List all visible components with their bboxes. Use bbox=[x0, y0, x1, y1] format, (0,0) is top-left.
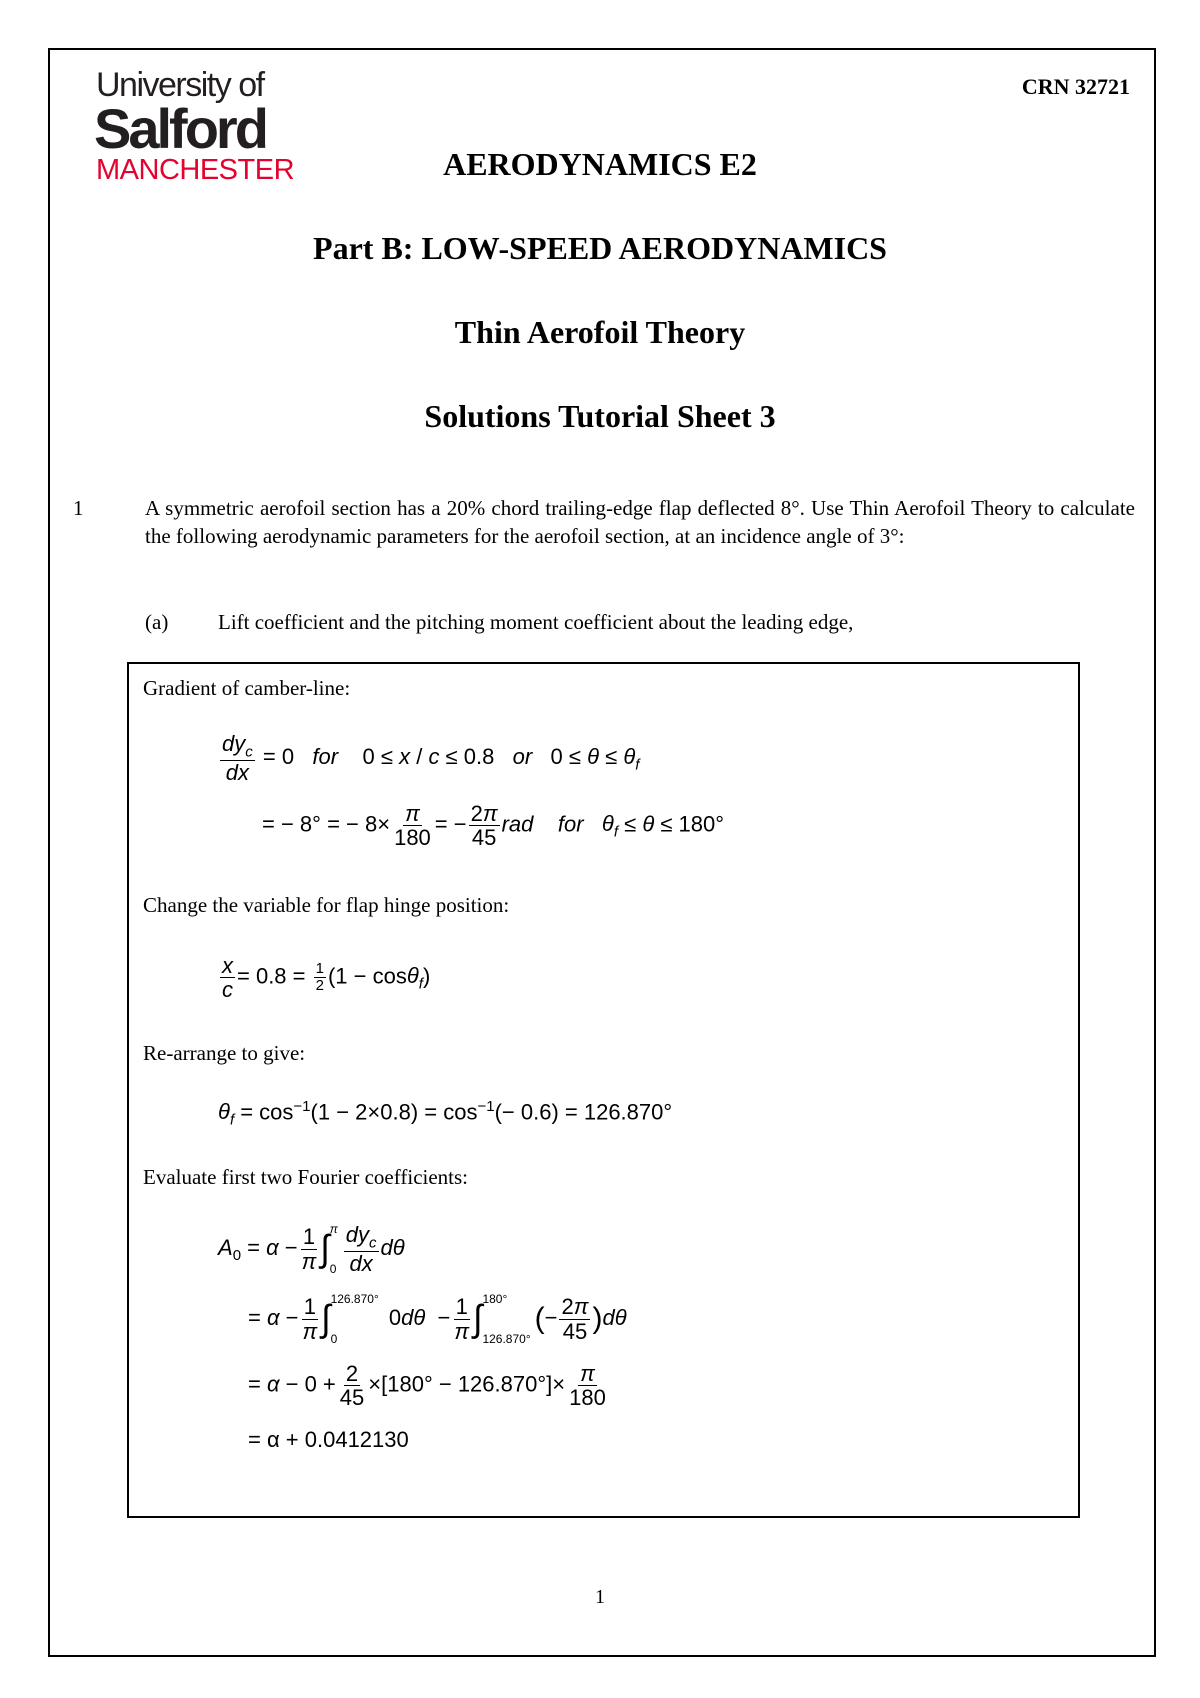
part-title: Part B: LOW-SPEED AERODYNAMICS bbox=[313, 230, 887, 266]
step-hinge-label: Change the variable for flap hinge position: bbox=[143, 893, 510, 917]
crn-code: CRN 32721 bbox=[1021, 74, 1130, 99]
logo-line-university: University of bbox=[96, 66, 264, 104]
equation-a0-evaluated: = α − 0 + $\frac{2}{45}$ ×[180° − 126.870°]× $\frac{\pi}{180}$ bbox=[248, 1361, 606, 1411]
sheet-title: Solutions Tutorial Sheet 3 bbox=[424, 398, 776, 434]
equation-hinge-position: $\frac{x}{c}$ = 0.8 = $\frac{1}{2}$ (1 − cosθ$_f$) bbox=[222, 953, 431, 1003]
step-rearrange-label: Re-arrange to give: bbox=[143, 1041, 306, 1065]
equation-theta-f: $\theta_f = \cos^{-1}(1 - 2\times 0.8) = \cos^{-1}(- 0.6) = 126.870^\circ$ bbox=[218, 1098, 673, 1129]
course-title: AERODYNAMICS E2 bbox=[443, 146, 757, 182]
question-number: 1 bbox=[73, 496, 84, 520]
equation-a0-split-integral: = α − $\frac{1}{\pi}$ ∫ 126.870° 0 0dθ − $\frac{1}{\pi}$ ∫ 180° 126.870° (− $\frac{2\pi}{45}$ )dθ bbox=[248, 1292, 627, 1346]
equation-a0-definition: $A_0 = \alpha$ − $\frac{1}{\pi}$ ∫ π 0 $\frac{dy_c}{dx}$ dθ bbox=[218, 1221, 405, 1277]
topic-title: Thin Aerofoil Theory bbox=[454, 314, 746, 350]
logo-line-salford: Salford bbox=[94, 97, 266, 160]
equation-a0-result: = α + 0.0412130 bbox=[248, 1427, 409, 1452]
question-text: A symmetric aerofoil section has a 20% chord trailing-edge flap deflected 8°. Use Thin Aerofoil Theory to calculate the following aerodynamic parameters for the aerofoil section, at an incidence angle of 3°: bbox=[145, 496, 1135, 548]
step-fourier-label: Evaluate first two Fourier coefficients: bbox=[143, 1165, 469, 1189]
part-text: Lift coefficient and the pitching moment coefficient about the leading edge, bbox=[218, 610, 854, 634]
equation-gradient-zero: $\frac{dy_c}{dx}$ = 0 for 0 ≤ x / c ≤ 0.8 or $0 \le \theta \le \theta_f$ bbox=[222, 731, 640, 786]
page-number: 1 bbox=[595, 1586, 605, 1608]
step-gradient-label: Gradient of camber-line: bbox=[143, 676, 351, 700]
equation-gradient-flap: = − 8° = − 8× $\frac{\pi}{180}$ = − $\frac{2\pi}{45}$ rad for $\theta_f \le \theta \le 180^\circ$ bbox=[262, 801, 725, 851]
part-label: (a) bbox=[145, 610, 169, 634]
logo-line-manchester: MANCHESTER bbox=[96, 154, 295, 186]
